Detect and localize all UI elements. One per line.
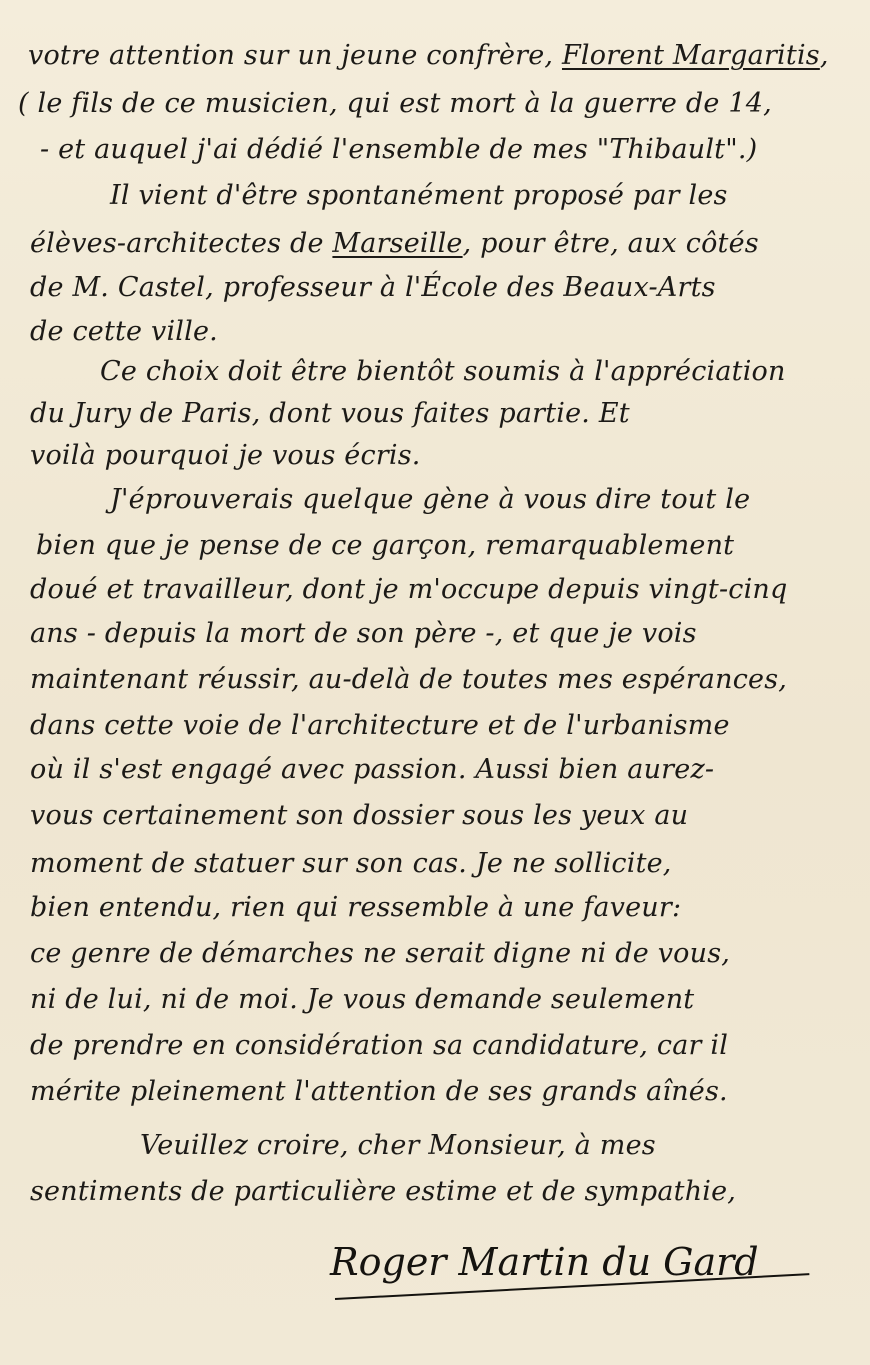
letter-line-16: dans cette voie de l'architecture et de l'urbanisme xyxy=(30,710,730,741)
letter-line-1: votre attention sur un jeune confrère, Florent Margaritis, xyxy=(28,40,829,71)
letter-line-24: mérite pleinement l'attention de ses grands aînés. xyxy=(30,1076,728,1107)
letter-line-15: maintenant réussir, au-delà de toutes mes espérances, xyxy=(30,664,788,695)
letter-line-19: moment de statuer sur son cas. Je ne sollicite, xyxy=(30,848,672,879)
name-underlined: Florent Margaritis xyxy=(561,40,820,71)
letter-line-14: ans - depuis la mort de son père -, et que je vois xyxy=(30,618,697,649)
letter-line-21: ce genre de démarches ne serait digne ni de vous, xyxy=(30,938,731,969)
city-underlined: Marseille xyxy=(332,228,463,259)
letter-line-9: du Jury de Paris, dont vous faites partie. Et xyxy=(30,398,630,429)
letter-line-23: de prendre en considération sa candidature, car il xyxy=(30,1030,729,1061)
letter-line-7: de cette ville. xyxy=(30,316,218,347)
letter-line-8: Ce choix doit être bientôt soumis à l'appréciation xyxy=(100,356,786,387)
letter-line-10: voilà pourquoi je vous écris. xyxy=(30,440,421,471)
letter-line-5: élèves-architectes de Marseille, pour être, aux côtés xyxy=(30,228,759,259)
letter-line-17: où il s'est engagé avec passion. Aussi bien aurez- xyxy=(30,754,715,785)
letter-line-12: bien que je pense de ce garçon, remarquablement xyxy=(36,530,735,561)
letter-line-18: vous certainement son dossier sous les yeux au xyxy=(30,800,689,831)
letter-line-20: bien entendu, rien qui ressemble à une faveur: xyxy=(30,892,682,923)
letter-line-13: doué et travailleur, dont je m'occupe depuis vingt-cinq xyxy=(30,574,788,605)
letter-line-2: ( le fils de ce musicien, qui est mort à la guerre de 14, xyxy=(18,88,772,119)
letter-line-3: - et auquel j'ai dédié l'ensemble de mes "Thibault".) xyxy=(40,134,758,165)
letter-line-11: J'éprouverais quelque gène à vous dire tout le xyxy=(110,484,751,515)
letter-line-26: sentiments de particulière estime et de sympathie, xyxy=(30,1176,737,1207)
letter-line-22: ni de lui, ni de moi. Je vous demande seulement xyxy=(30,984,695,1015)
signature: Roger Martin du Gard xyxy=(330,1240,759,1284)
letter-line-4: Il vient d'être spontanément proposé par les xyxy=(110,180,728,211)
letter-line-6: de M. Castel, professeur à l'École des Beaux-Arts xyxy=(30,272,716,303)
letter-line-25: Veuillez croire, cher Monsieur, à mes xyxy=(140,1130,656,1161)
